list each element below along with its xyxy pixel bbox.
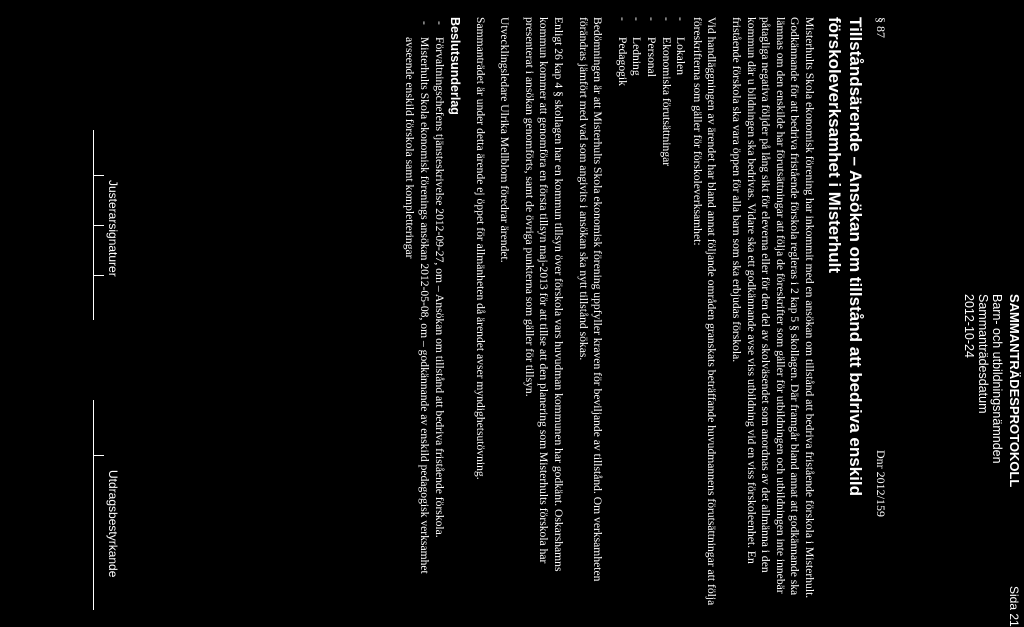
paragraph-presenter: Utvecklingsledare Ulrika Mellblom föredrar ärendet. [498,17,512,263]
list-item: - Ledning [629,17,644,607]
protocol-title: SAMMANTRÄDESPROTOKOLL [1007,294,1022,488]
paragraph-review: Vid handläggningen av ärendet har bland annat följande områden granskats beträffande huvudmannens förutsättningar att följa föreskrifterna som gäller för förskoleverksamhet: [690,17,719,606]
committee-name: Barn- och utbildningsnämnden [990,294,1004,464]
adjuster-signatures-label: Justerarsignaturer [106,180,120,277]
list-item: - Misterhults Skola ekonomisk förenings ansökan 2012-05-08, om – godkännande av enskild pedagogisk verksamhet avseende enskild förskola samt kompletteringar [402,17,431,607]
extract-certification-label: Utdragsbestyrkande [106,470,120,578]
header-info [962,294,1004,464]
list-item: - Pedagogik [614,17,629,607]
paragraph-closed-session: Sammanträdet är under detta ärende ej öppet för allmänheten då ärendet avser myndighetsutövning. [473,17,487,480]
basis-list [402,17,446,607]
case-heading: Tillståndsärende – Ansökan om tillstånd att bedriva enskild förskoleverksamhet i Misterhult [825,17,865,496]
paragraph-assessment: Bedömningen är att Misterhults Skola ekonomisk förening uppfyller kraven för beviljande av tillstånd. Om verksamheten förändras jämfört med vad som angivits i ansökan ska nytt tillstånd sökas. [576,17,605,582]
page-number: Sida 21 [1007,586,1021,627]
paragraph-supervision: Enligt 26 kap 4 § skollagen har en kommun tillsyn över förskola vars huvudman kommunen har godkänt. Oskarshamns kommun kommer att genomföra en första tillsyn maj-2013 för att tillse att den planering som Misterhults förskola har presenterat i ansökan genomförts, samt de övriga punkterna som gäller för tillsyn. [522,17,566,572]
meeting-date: 2012-10-24 [962,294,976,358]
review-areas-list [614,17,687,607]
list-item: - Förvaltningschefens tjänsteskrivelse 2012-09-27, om – Ansökan om tillstånd att bedriva fristående förskola. [431,17,446,607]
case-body [402,17,816,607]
list-item: - Personal [643,17,658,607]
list-item: - Ekonomiska förutsättningar [658,17,673,607]
basis-heading: Beslutsunderlag [448,17,463,115]
signature-divider [94,225,104,226]
signature-divider [94,455,104,456]
signature-divider [94,275,104,276]
paragraph-number: § 87 [874,17,888,38]
paragraph-application: Misterhults Skola ekonomisk förening har inkommit med en ansökan om tillstånd att bedriva fristående förskola i Misterhult. Godkännande för att bedriva fristående förskola regleras i 2 kap 5 § skollagen. Där framgår bland annat att godkännande ska lämnas om den enskilde har förutsättningar att följa de föreskrifter som gäller för utbildningen och utbildningen inte innebär påtagliga negativa följder på lång sikt för eleverna eller för den del av skolväsendet som anordnas av det allmänna i den kommun där u bildningen ska bedrivas. Vidare ska ett godkännande avse viss utbildning vid en viss förskoleenhet. En fristående förskola ska vara öppen för alla barn som ska erbjudas förskola. [730,17,816,599]
signature-divider [94,175,104,176]
date-label: Sammanträdesdatum [976,294,990,414]
diary-number: Dnr 2012/159 [874,450,888,517]
list-item: - Lokalen [673,17,688,607]
signature-line-right [93,400,94,610]
